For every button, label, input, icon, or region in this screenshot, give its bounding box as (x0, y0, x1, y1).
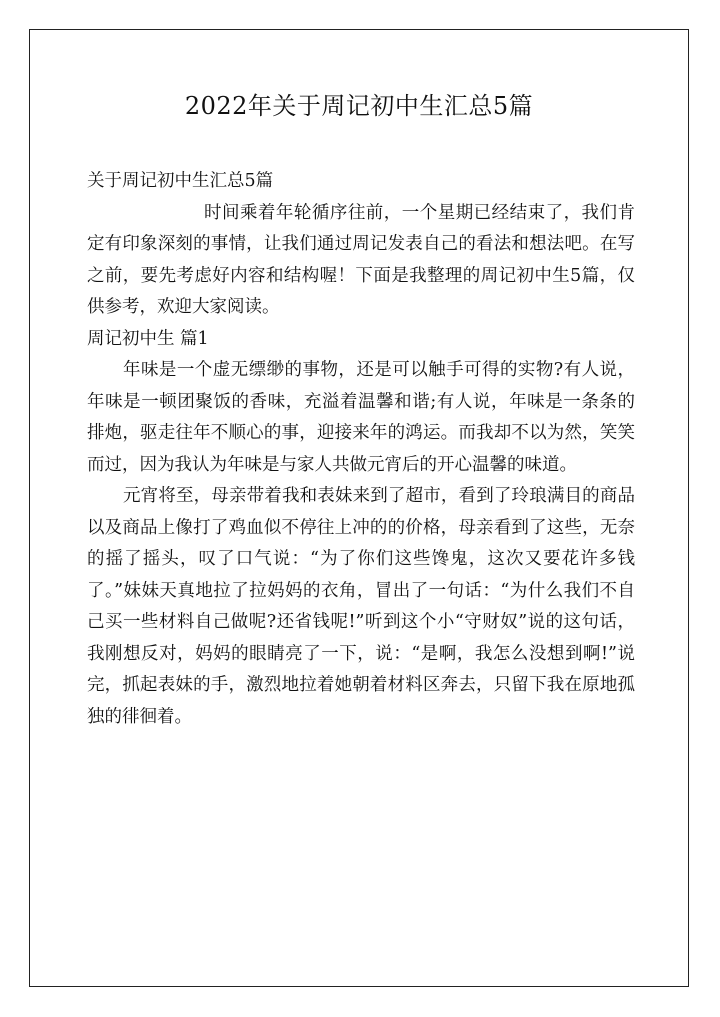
document-subtitle: 关于周记初中生汇总5篇 (87, 171, 274, 191)
section-heading: 周记初中生 篇1 (87, 328, 209, 349)
document-title: 2022年关于周记初中生汇总5篇 (184, 92, 534, 120)
body-paragraph: 元宵将至，母亲带着我和表妹来到了超市，看到了玲琅满目的商品以及商品上像打了鸡血似不停往上冲的的价格，母亲看到了这些，无奈的摇了摇头，叹了口气说：“为了你们这些馋鬼，这次又要花许多钱了。”妹妹天真地拉了拉妈妈的衣角，冒出了一句话：“为什么我们不自己买一些材料自己做呢?还省钱呢!”听到这个小“守财奴”说的这句话，我刚想反对，妈妈的眼睛亮了一下，说：“是啊，我怎么没想到啊!”说完，抓起表妹的手，激烈地拉着她朝着材料区奔去，只留下我在原地孤独的徘徊着。 (87, 486, 635, 727)
intro-paragraph: 时间乘着年轮循序往前，一个星期已经结束了，我们肯定有印象深刻的事情，让我们通过周记发表自己的看法和想法吧。在写之前，要先考虑好内容和结构喔！下面是我整理的周记初中生5篇，仅供参考，欢迎大家阅读。 (87, 202, 635, 317)
document-body (87, 166, 635, 733)
body-paragraph: 年味是一个虚无缥缈的事物，还是可以触手可得的实物?有人说，年味是一顿团聚饭的香味，充溢着温馨和谐;有人说，年味是一条条的排炮，驱走往年不顺心的事，迎接来年的鸿运。而我却不以为然，笑笑而过，因为我认为年味是与家人共做元宵后的开心温馨的味道。 (87, 360, 635, 475)
